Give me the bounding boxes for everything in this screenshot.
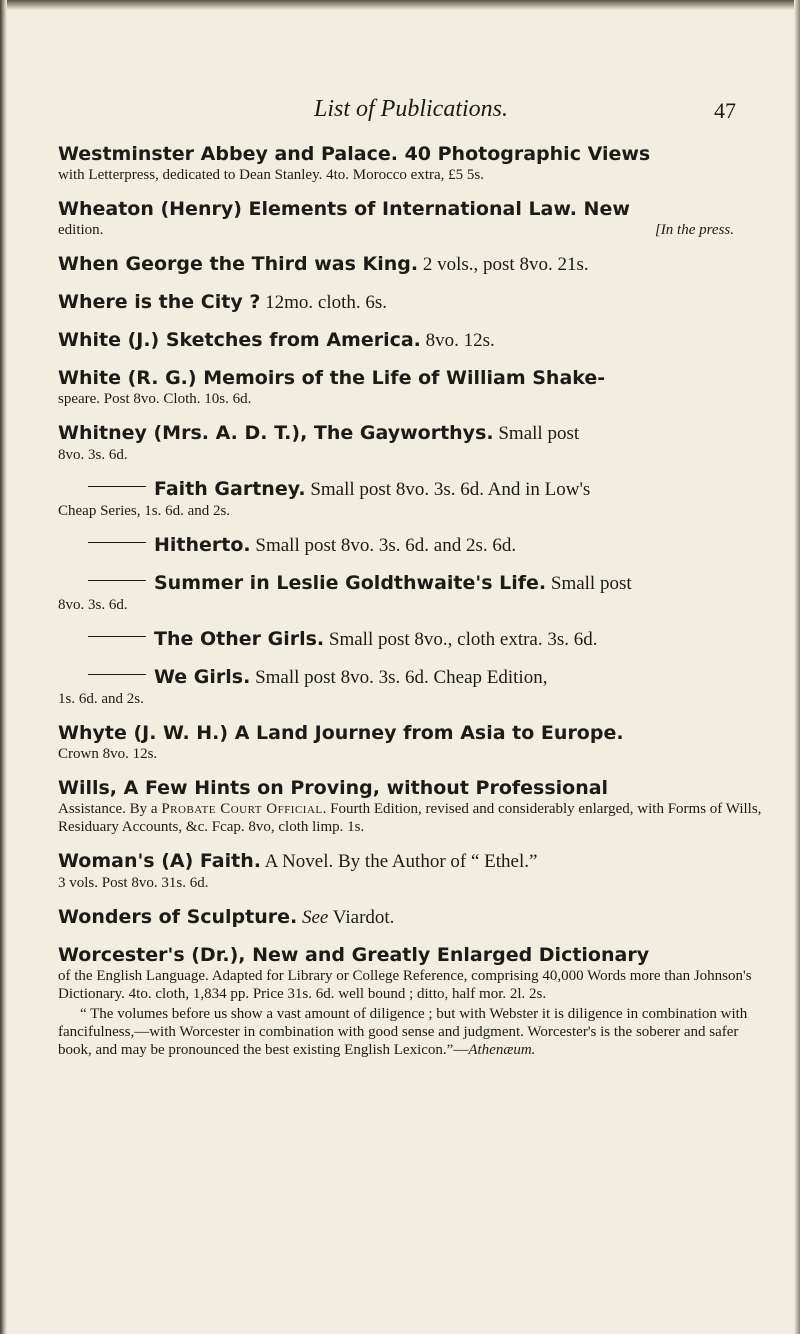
entry-title: When George the Third was King. <box>58 253 419 275</box>
entry-title: Faith Gartney. <box>154 478 306 500</box>
entry-detail: 8vo. 3s. 6d. <box>58 597 128 613</box>
entry-white-j <box>58 328 764 353</box>
press-note: [In the press. <box>654 222 734 238</box>
entry-title: Worcester's (Dr.), New and Greatly Enlarged Dictionary <box>58 944 650 966</box>
book-page <box>58 96 764 1072</box>
page-number: 47 <box>714 98 736 123</box>
entry-whitney-gayworthys <box>58 421 764 464</box>
ditto-dash <box>88 636 146 637</box>
entry-detail: 8vo. 3s. 6d. <box>58 447 128 463</box>
entry-wills <box>58 776 764 836</box>
entry-detail: 3 vols. Post 8vo. 31s. 6d. <box>58 875 209 891</box>
entry-tail: Small post 8vo. 3s. 6d. And in Low's <box>305 479 591 500</box>
entry-title: We Girls. <box>154 666 251 688</box>
entry-other-girls <box>58 627 764 652</box>
entry-detail: speare. Post 8vo. Cloth. 10s. 6d. <box>58 391 252 407</box>
entry-detail: Crown 8vo. 12s. <box>58 746 158 762</box>
entry-tail: Small post <box>493 423 580 444</box>
entry-detail: Cheap Series, 1s. 6d. and 2s. <box>58 503 231 519</box>
entry-tail: A Novel. By the Author of “ Ethel.” <box>260 851 538 872</box>
entry-detail: of the English Language. Adapted for Library or College Reference, comprising 40,000 Words more than Johnson's Dictionary. 4to. cloth, 1,834 pp. Price 31s. 6d. well bound ; ditto, half mor. 2l. 2s. <box>58 968 752 1002</box>
entry-tail: 8vo. 12s. <box>420 330 495 351</box>
entry-wheaton <box>58 197 764 239</box>
scan-right-edge <box>794 0 800 1334</box>
entry-title-rest: New <box>576 198 630 220</box>
running-head <box>58 96 764 130</box>
entry-title: The Other Girls. <box>154 628 325 650</box>
entry-detail: edition. <box>58 222 104 238</box>
entry-author: Probate Court Official <box>161 801 323 817</box>
entry-title: Summer in Leslie Goldthwaite's Life. <box>154 572 547 594</box>
entry-summer-leslie <box>58 571 764 614</box>
ditto-dash <box>88 486 146 487</box>
entry-title: Whyte (J. W. H.) A Land Journey from Asia to Europe. <box>58 722 624 744</box>
entry-tail: Viardot. <box>328 907 395 928</box>
entry-tail: Small post 8vo., cloth extra. 3s. 6d. <box>324 629 598 650</box>
entry-white-rg <box>58 366 764 408</box>
scan-top-edge <box>0 0 800 10</box>
entry-whyte <box>58 721 764 763</box>
running-title: List of Publications. <box>313 96 508 122</box>
entry-see: See <box>297 907 329 928</box>
entry-westminster-abbey <box>58 142 764 184</box>
entry-tail: 12mo. cloth. 6s. <box>260 292 388 313</box>
ditto-dash <box>88 580 146 581</box>
entry-title: Wheaton (Henry) Elements of International Law. <box>58 198 577 220</box>
entry-title: Woman's (A) Faith. <box>58 850 261 872</box>
entry-title: White (J.) Sketches from America. <box>58 329 421 351</box>
entry-womans-faith <box>58 849 764 892</box>
entry-we-girls <box>58 665 764 708</box>
entry-tail: Small post <box>546 573 632 594</box>
entry-faith-gartney <box>58 477 764 520</box>
entry-hitherto <box>58 533 764 558</box>
entry-tail: Small post 8vo. 3s. 6d. and 2s. 6d. <box>250 535 517 556</box>
entry-title: Whitney (Mrs. A. D. T.), The Gayworthys. <box>58 422 494 444</box>
entry-detail: Assistance. By a <box>58 801 162 817</box>
entry-detail: 1s. 6d. and 2s. <box>58 691 144 707</box>
entry-title-rest: 40 Photographic Views <box>397 143 651 165</box>
entry-title: Wonders of Sculpture. <box>58 906 298 928</box>
entry-detail-rest: . Fourth Edition, revised and considerably enlarged, with Forms of Wills, Residuary Accounts, &c. Fcap. 8vo, cloth limp. 1s. <box>58 801 762 835</box>
ditto-dash <box>88 542 146 543</box>
entry-title: White (R. G.) Memoirs of the Life of William Shake- <box>58 367 606 389</box>
entry-detail: with Letterpress, dedicated to Dean Stanley. 4to. Morocco extra, £5 5s. <box>58 167 484 183</box>
entry-title: Wills, A Few Hints on Proving, without Professional <box>58 777 609 799</box>
scan-binding-edge <box>0 0 7 1334</box>
entry-tail: Small post 8vo. 3s. 6d. Cheap Edition, <box>250 667 548 688</box>
entry-title: Where is the City ? <box>58 291 261 313</box>
entry-title: Hitherto. <box>154 534 251 556</box>
ditto-dash <box>88 674 146 675</box>
entry-wonders-sculpture <box>58 905 764 930</box>
entry-george-third <box>58 252 764 277</box>
quote-source: Athenæum. <box>468 1042 536 1058</box>
review-quote <box>58 1005 764 1059</box>
entry-title: Westminster Abbey and Palace. <box>58 143 398 165</box>
entry-where-is-the-city <box>58 290 764 315</box>
entry-tail: 2 vols., post 8vo. 21s. <box>418 254 589 275</box>
quote-text: “ The volumes before us show a vast amount of diligence ; but with Webster it is diligence in combination with fancifulness,—with Worcester in combination with good sense and judgment. Worcester's is the soberer and safer book, and may be pronounced the best existing English Lexicon.”— <box>58 1006 748 1058</box>
entry-worcester <box>58 943 764 1059</box>
